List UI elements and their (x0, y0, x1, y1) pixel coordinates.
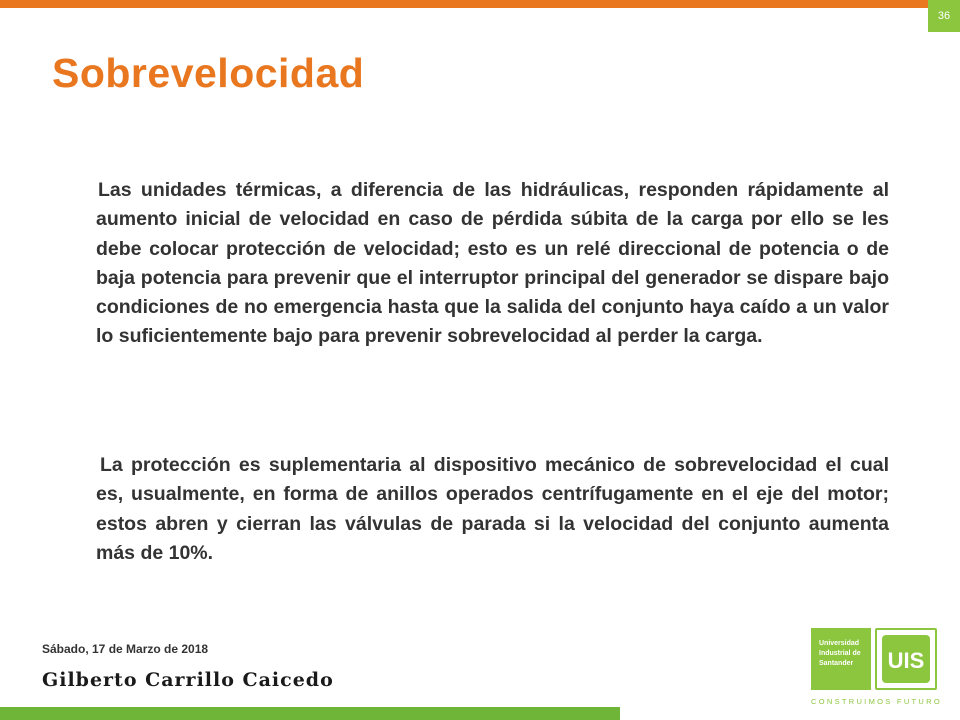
university-name-logo (811, 628, 871, 690)
logo-name-line: Universidad (819, 640, 860, 647)
top-accent-bar (0, 0, 928, 8)
body-paragraph-2: La protección es suplementaria al dispositivo mecánico de sobrevelocidad el cual es, usualmente, en forma de anillos operados centrífugamente en el eje del motor; estos abren y cierran las válvulas de parada si la velocidad del conjunto aumenta más de 10%. (96, 454, 889, 564)
logo-name-line: Santander (819, 660, 854, 667)
logo-tagline: CONSTRUIMOS FUTURO (811, 697, 942, 706)
footer-date: Sábado, 17 de Marzo de 2018 (42, 642, 209, 656)
body-paragraph-1: Las unidades térmicas, a diferencia de las hidráulicas, responden rápidamente al aumento inicial de velocidad en caso de pérdida súbita de la carga por ello se les debe colocar protección de velocidad; esto es un relé direccional de potencia o de baja potencia para prevenir que el interruptor principal del generador se dispare bajo condiciones de no emergencia hasta que la salida del conjunto haya caído a un valor lo suficientemente bajo para prevenir sobrevelocidad al perder la carga. (96, 179, 889, 348)
slide-title: Sobrevelocidad (52, 50, 365, 96)
logo-mark-text: UIS (887, 648, 925, 673)
logo-name-line: Industrial de (819, 650, 861, 657)
uis-logo-icon (875, 628, 937, 690)
footer-author: Gilberto Carrillo Caicedo (42, 669, 334, 691)
bottom-accent-bar (0, 707, 620, 720)
page-number: 36 (928, 0, 960, 32)
